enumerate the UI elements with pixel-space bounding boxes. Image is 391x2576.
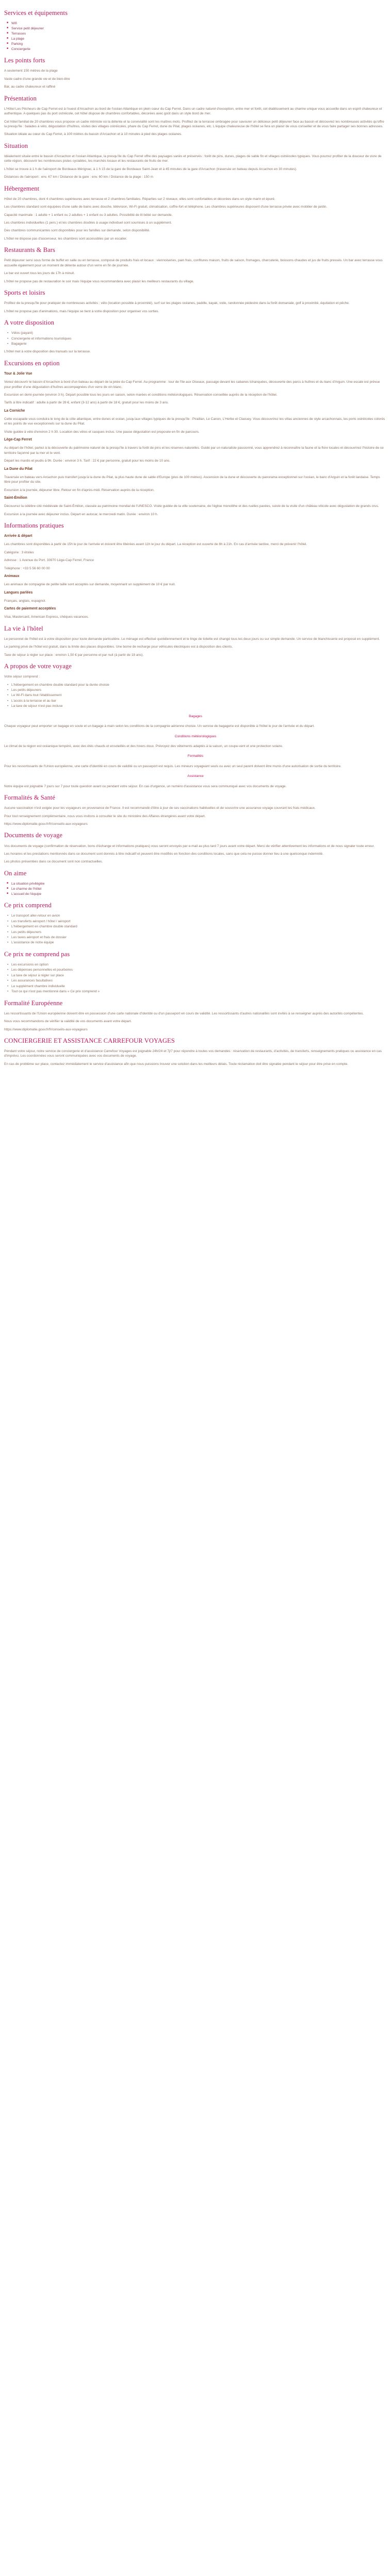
excursion-text: Tarifs à titre indicatif : adulte à partir de 28 €, enfant (3-12 ans) à partir de 18 €, gratuit pour les moins de 3 ans. [4, 401, 169, 405]
infos-title: Informations pratiques [4, 522, 64, 529]
excursion-st-emilion-title: Saint-Émilion [4, 496, 27, 500]
documents-text: Les horaires et les prestations mentionnés dans ce document sont donnés à titre indicatif et peuvent être modifiés en fonction des conditions locales, sans que cela ne puisse donner lieu à une quelconque indemnité. [4, 852, 323, 856]
conciergerie-title: CONCIERGERIE ET ASSISTANCE CARREFOUR VOYAGES [4, 1037, 175, 1044]
cartes-title: Cartes de paiement acceptées [4, 607, 56, 611]
sports-title: Sports et loisirs [4, 289, 45, 297]
services-title: Services et équipements [4, 9, 68, 16]
langues-title: Langues parlées [4, 590, 33, 595]
ce-prix-title: Ce prix comprend [4, 902, 52, 909]
formalites-text: Pour les ressortissants de l'Union européenne, une carte d'identité en cours de validité ou un passeport est requis. Les mineurs voyageant seuls ou avec un seul parent doivent être munis d'une autorisation de sortie du territoire. [4, 764, 341, 768]
service-item: ■ Parking [11, 42, 387, 46]
ce-prix-ne-title: Ce prix ne comprend pas [4, 950, 70, 958]
formalites-euro-title: Formalité Européenne [4, 999, 63, 1007]
formalites-euro-text: Les ressortissants de l'Union européenne doivent être en possession d'une carte nationale d'identité ou d'un passeport en cours de validité. Les ressortissants d'autres nationalités sont invités à se renseigner auprès des autorités compétentes. [4, 1011, 364, 1015]
documents-text: Vos documents de voyage (confirmation de réservation, bons d'échange et informations pratiques) vous seront envoyés par e-mail au plus tard 7 jours avant votre départ. Merci de vérifier attentivement les informations et de nous signaler toute erreur. [4, 844, 375, 848]
hebergement-text: Les chambres standard sont équipées d'une salle de bains avec douche, télévision, Wi-Fi gratuit, climatisation, coffre-fort et téléphone. Les chambres supérieures disposent d'une terrasse privée avec mobilier de jardin. [4, 205, 328, 209]
on-aime-item: ■ L'accueil de l'équipe [11, 892, 387, 896]
cartes-text: Visa, Mastercard, American Express, chèques vacances. [4, 615, 89, 619]
service-item: ■ Wifi [11, 21, 387, 26]
formalites-sante-text: Pour tout renseignement complémentaire, nous vous invitons à consulter le site du ministère des Affaires étrangères avant votre départ. [4, 814, 206, 818]
formalites-title: Formalités [187, 754, 204, 758]
animaux-text: Les animaux de compagnie de petite taille sont acceptés sur demande, moyennant un supplément de 10 € par nuit. [4, 583, 176, 587]
restaurants-title: Restaurants & Bars [4, 246, 56, 254]
bagage-title: Bagages [189, 714, 202, 718]
excursion-text: Départ les mardis et jeudis à 9h. Durée : environ 3 h. Tarif : 22 € par personne, gratuit pour les moins de 10 ans. [4, 459, 171, 463]
conditions-title: Conditions météorologiques [174, 734, 217, 738]
formalites-sante-title: Formalités & Santé [4, 794, 56, 802]
points-forts-text: Vaste cadre d'une grande vie et de bien-être [4, 77, 70, 81]
categorie-text: Catégorie : 3 étoiles [4, 550, 34, 554]
on-aime-item: ■ La situation privilégiée [11, 882, 387, 886]
propos-item: • Les petits déjeuners [11, 688, 387, 692]
hebergement-title: Hébergement [4, 184, 40, 192]
bagage-text: Chaque voyageur peut emporter un bagage en soute et un bagage à main selon les conditions de la compagnie aérienne choisie. Un service de bagagerie est disponible à l'hôtel le jour de l'arrivée et du départ. [4, 724, 315, 728]
propos-intro: Votre séjour comprend : [4, 675, 40, 679]
services-list [4, 21, 387, 52]
points-forts-text: A seulement 150 mètres de la plage [4, 69, 58, 73]
restaurants-text: Petit déjeuner servi sous forme de buffet en salle ou en terrasse, composé de produits frais et locaux : viennoiseries, pain frais, confitures maison, fruits de saison, fromages, charcuterie, boissons chaudes et jus de fruits pressés. Un bar avec terrasse vous accueille également pour un moment de détente autour d'un verre en fin de journée. [4, 259, 383, 267]
excursion-lege-title: Lège-Cap Ferret [4, 438, 32, 442]
hebergement-text: Les chambres individuelles (1 pers.) et les chambres doubles à usage individuel sont soumises à un supplément. [4, 221, 172, 225]
propos-title: A propos de votre voyage [4, 663, 72, 670]
formalites-euro-text: Nous vous recommandons de vérifier la validité de vos documents avant votre départ. [4, 1020, 132, 1024]
presentation-title: Présentation [4, 94, 37, 102]
telephone-text: Téléphone : +33 5 56 60 00 00 [4, 566, 50, 570]
service-item: ■ Service petit déjeuner [11, 26, 387, 31]
disposition-list [4, 331, 387, 346]
ce-prix-item: • L'hébergement en chambre double standard [11, 924, 387, 929]
sports-text: Profitez de la presqu'île pour pratiquer de nombreuses activités : vélo (location possible à proximité), surf sur les plages océanes, paddle, kayak, voile, randonnée pédestre dans la forêt domaniale, golf à proximité, équitation et pêche. [4, 301, 350, 306]
propos-item: • L'hébergement en chambre double standard pour la durée choisie [11, 683, 387, 687]
excursion-text: Excursion en demi-journée (environ 3 h). Départ possible tous les jours en saison, selon marées et conditions météorologiques. Réservation conseillée auprès de la réception de l'hôtel. [4, 393, 278, 397]
situation-title: Situation [4, 142, 28, 149]
arrivee-text: Les chambres sont disponibles à partir de 15h le jour de l'arrivée et doivent être libérées avant 11h le jour du départ. La réception est ouverte de 8h à 21h. En cas d'arrivée tardive, merci de prévenir l'hôtel. [4, 543, 307, 547]
conditions-text: Le climat de la région est océanique tempéré, avec des étés chauds et ensoleillés et des hivers doux. Prévoyez des vêtements adaptés à la saison, un coupe-vent et une protection solaire. [4, 744, 283, 748]
excursion-text: Visite guidée à vélo d'environ 2 h 30. Location des vélos et casques inclus. Une pause dégustation est proposée en fin de parcours. [4, 430, 200, 434]
excursion-text: Excursion à la journée, déjeuner libre. Retour en fin d'après-midi. Réservation auprès de la réception. [4, 488, 155, 492]
documents-text: Les photos présentées dans ce document sont non contractuelles. [4, 860, 103, 864]
hebergement-text: Des chambres communicantes sont disponibles pour les familles sur demande, selon disponibilité. [4, 229, 150, 233]
propos-list [4, 683, 387, 709]
vie-hotel-text: Taxe de séjour à régler sur place : environ 1,50 € par personne et par nuit (à partir de 18 ans). [4, 653, 144, 657]
ce-prix-ne-item: • La taxe de séjour à régler sur place [11, 973, 387, 978]
restaurants-text: L'hôtel ne propose pas de restauration le soir mais l'équipe vous recommandera avec plaisir les meilleurs restaurants du village. [4, 279, 194, 283]
excursion-corniche-title: La Corniche [4, 409, 25, 413]
ce-prix-ne-item: • Les assurances facultatives [11, 978, 387, 983]
excursion-dune-title: La Dune du Pilat [4, 467, 32, 471]
ce-prix-item: • Le transport aller-retour en avion [11, 913, 387, 918]
assistance-text: Notre équipe est joignable 7 jours sur 7 pour toute question avant ou pendant votre séjour. En cas d'urgence, un numéro d'assistance vous sera communiqué avec vos documents de voyage. [4, 784, 287, 788]
ce-prix-item: • L'assistance de notre équipe [11, 940, 387, 945]
ce-prix-ne-item: • Les dépenses personnelles et pourboires [11, 968, 387, 972]
on-aime-list [4, 882, 387, 896]
vie-hotel-text: Le personnel de l'hôtel est à votre disposition pour toute demande particulière. Le ménage est effectué quotidiennement et le linge de toilette est changé tous les deux jours ou sur simple demande. Un service de blanchisserie est proposé en supplément. [4, 637, 380, 641]
conciergerie-text: Pendant votre séjour, notre service de conciergerie et d'assistance Carrefour Voyages est joignable 24h/24 et 7j/7 pour répondre à toutes vos demandes : réservation de restaurants, d'activités, de transferts, renseignements pratiques ou assistance en cas d'imprévu. Les coordonnées vous seront communiquées avec vos documents de voyage. [4, 1049, 382, 1058]
excursion-text: Excursion à la journée avec déjeuner inclus. Départ en autocar, le mercredi matin. Durée : environ 10 h. [4, 512, 158, 516]
ce-prix-item: • Les transferts aéroport / hôtel / aéroport [11, 919, 387, 924]
disposition-title: A votre disposition [4, 319, 55, 327]
hebergement-text: Hôtel de 20 chambres, dont 4 chambres supérieures avec terrasse et 2 chambres familiales. Réparties sur 2 niveaux, elles sont confortables et décorées dans un style marin et épuré. [4, 197, 275, 201]
conciergerie-text: En cas de problème sur place, contactez immédiatement le service d'assistance afin que nous puissions trouver une solution dans les meilleurs délais. Toute réclamation doit être signalée pendant le séjour pour être prise en compte. [4, 1062, 349, 1066]
ce-prix-item: • Les petits déjeuners [11, 930, 387, 935]
ce-prix-ne-item: • Le supplément chambre individuelle [11, 984, 387, 989]
presentation-text: Cet hôtel familial de 20 chambres vous propose un cadre intimiste où la détente et la convivialité sont les maîtres mots. Profitez de la terrasse ombragée pour savourer un délicieux petit déjeuner face au bassin et découvrez les nombreuses activités qu'offre la presqu'île : balades à vélo, dégustation d'huîtres, visites des villages ostréicoles, phare du Cap Ferret, dune du Pilat, plages océanes, etc. L'équipe chaleureuse de l'hôtel se fera un plaisir de vous conseiller et de vous faire partager ses bonnes adresses. [4, 120, 384, 128]
ce-prix-item: • Les taxes aéroport et frais de dossier [11, 935, 387, 940]
formalites-euro-link[interactable]: https://www.diplomatie.gouv.fr/fr/conseils-aux-voyageurs [4, 1027, 88, 1031]
excursion-text: Cette escapade vous conduira le long de la côte atlantique, entre dunes et océan, jusqu'aux villages typiques de la presqu'île : Piraillan, Le Canon, L'Herbe et Claouey. Vous découvrirez les villas anciennes de style arcachonnais, les ports ostréicoles colorés et les points de vue exceptionnels sur la dune du Pilat. [4, 417, 385, 426]
ce-prix-ne-item: • Les excursions en option [11, 962, 387, 967]
documents-title: Documents de voyage [4, 832, 62, 839]
ce-prix-ne-list [4, 962, 387, 994]
excursion-text: Au départ de l'hôtel, partez à la découverte du patrimoine naturel de la presqu'île à travers la forêt de pins et les réserves naturelles. Guidé par un naturaliste passionné, vous apprendrez à reconnaître la faune et la flore locales et découvrirez l'histoire de ce territoire façonné par la mer et le vent. [4, 446, 384, 455]
assistance-title: Assistance [187, 774, 204, 778]
points-forts-title: Les points forts [4, 57, 45, 64]
disposition-note: L'hôtel met à votre disposition des transats sur la terrasse. [4, 350, 91, 354]
situation-text: Distances de l'aéroport : env. 67 km / Distance de la gare : env. 60 km / Distance de la plage : 150 m [4, 175, 153, 179]
excursions-title: Excursions en option [4, 359, 60, 367]
restaurants-text: Le bar est ouvert tous les jours de 17h à minuit. [4, 272, 75, 276]
points-forts-text: Bar, au cadre chaleureux et raffiné [4, 85, 56, 89]
animaux-title: Animaux [4, 574, 20, 578]
formalites-sante-link[interactable]: https://www.diplomatie.gouv.fr/fr/conseils-aux-voyageurs [4, 822, 88, 826]
adresse-text: Adresse : 1 Avenue du Port, 33970 Lège-Cap Ferret, France [4, 558, 94, 563]
service-item: ■ La plage [11, 37, 387, 41]
sports-text: L'hôtel ne propose pas d'animations, mais l'équipe se tient à votre disposition pour organiser vos sorties. [4, 309, 159, 313]
formalites-sante-text: Aucune vaccination n'est exigée pour les voyageurs en provenance de France. Il est recommandé d'être à jour de ses vaccinations habituelles et de souscrire une assurance voyage couvrant les frais médicaux. [4, 806, 316, 810]
excursion-text: Venez découvrir le bassin d'Arcachon à bord d'un bateau au départ de la jetée du Cap Ferret. Au programme : tour de l'île aux Oiseaux, passage devant les cabanes tchanquées, découverte des parcs à huîtres et du banc d'Arguin. Une escale est prévue pour profiter d'une dégustation d'huîtres accompagnées d'un verre de vin blanc. [4, 380, 380, 389]
on-aime-item: ■ Le charme de l'hôtel [11, 887, 387, 891]
propos-item: • Le Wi-Fi dans tout l'établissement [11, 693, 387, 698]
excursion-text: Traversée en bateau vers Arcachon puis transfert jusqu'à la dune du Pilat, la plus haute dune de sable d'Europe (plus de 100 mètres). Ascension de la dune et découverte du panorama exceptionnel sur l'océan, le banc d'Arguin et la forêt landaise. Temps libre pour profiter du site. [4, 475, 380, 484]
langues-text: Français, anglais, espagnol. [4, 599, 46, 603]
on-aime-title: On aime [4, 869, 27, 877]
situation-text: L'hôtel se trouve à 1 h de l'aéroport de Bordeaux-Mérignac, à 1 h 15 de la gare de Bordeaux Saint-Jean et à 45 minutes de la gare d'Arcachon (traversée en bateau depuis Arcachon en 30 minutes). [4, 167, 297, 171]
disposition-item: • Vélos (payant) [11, 331, 387, 335]
propos-item: • L'accès à la terrasse et au bar [11, 699, 387, 703]
vie-hotel-title: La vie à l'hôtel [4, 624, 43, 632]
ce-prix-list [4, 913, 387, 945]
content [0, 0, 391, 1066]
hebergement-text: L'hôtel ne dispose pas d'ascenseur, les chambres sont accessibles par un escalier. [4, 236, 127, 241]
presentation-text: Situation idéale au cœur du Cap Ferret, à 100 mètres du bassin d'Arcachon et à 10 minutes à pied des plages océanes. [4, 132, 182, 137]
ce-prix-ne-item: • Tout ce qui n'est pas mentionné dans « Ce prix comprend » [11, 989, 387, 994]
hebergement-text: Capacité maximale : 1 adulte + 1 enfant ou 2 adultes + 1 enfant ou 3 adultes. Possibilité de lit bébé sur demande. [4, 213, 173, 217]
arrivee-title: Arrivée & départ [4, 534, 32, 538]
excursion-tour-title: Tour & Jolie Vue [4, 371, 32, 376]
excursion-text: Découvrez la célèbre cité médiévale de Saint-Émilion, classée au patrimoine mondial de l'UNESCO. Visite guidée de la ville souterraine, de l'église monolithe et des ruelles pavées, suivie de la visite d'un château viticole avec dégustation de grands crus. [4, 504, 379, 509]
disposition-item: • Bagagerie [11, 342, 387, 346]
presentation-text: L'Hôtel Les Pêcheurs de Cap Ferret est à l'ouest d'Arcachon au bord de l'océan Atlantique en plein cœur du Cap Ferret. Dans un cadre naturel d'exception, entre mer et forêt, cet établissement au charme unique vous accueille dans un esprit chaleureux et authentique. A quelques pas du port ostréicole, cet hôtel dispose de chambres confortables, décorées avec goût dans un style bord de mer. [4, 107, 382, 116]
disposition-item: • Conciergerie et informations touristiques [11, 336, 387, 341]
service-item: ■ Conciergerie [11, 47, 387, 52]
situation-text: Idéalement située entre le bassin d'Arcachon et l'océan Atlantique, la presqu'île du Cap Ferret offre des paysages variés et préservés : forêt de pins, dunes, plages de sable fin et villages ostréicoles typiques. Vous pourrez profiter de la douceur de vivre de cette région, découvrir les nombreuses pistes cyclables, les marchés locaux et les restaurants de fruits de mer. [4, 154, 382, 163]
propos-item: • La taxe de séjour n'est pas incluse [11, 704, 387, 708]
service-item: ■ Terrasses [11, 31, 387, 36]
vie-hotel-text: Le parking privé de l'hôtel est gratuit, dans la limite des places disponibles. Une borne de recharge pour véhicules électriques est à disposition des clients. [4, 645, 233, 649]
